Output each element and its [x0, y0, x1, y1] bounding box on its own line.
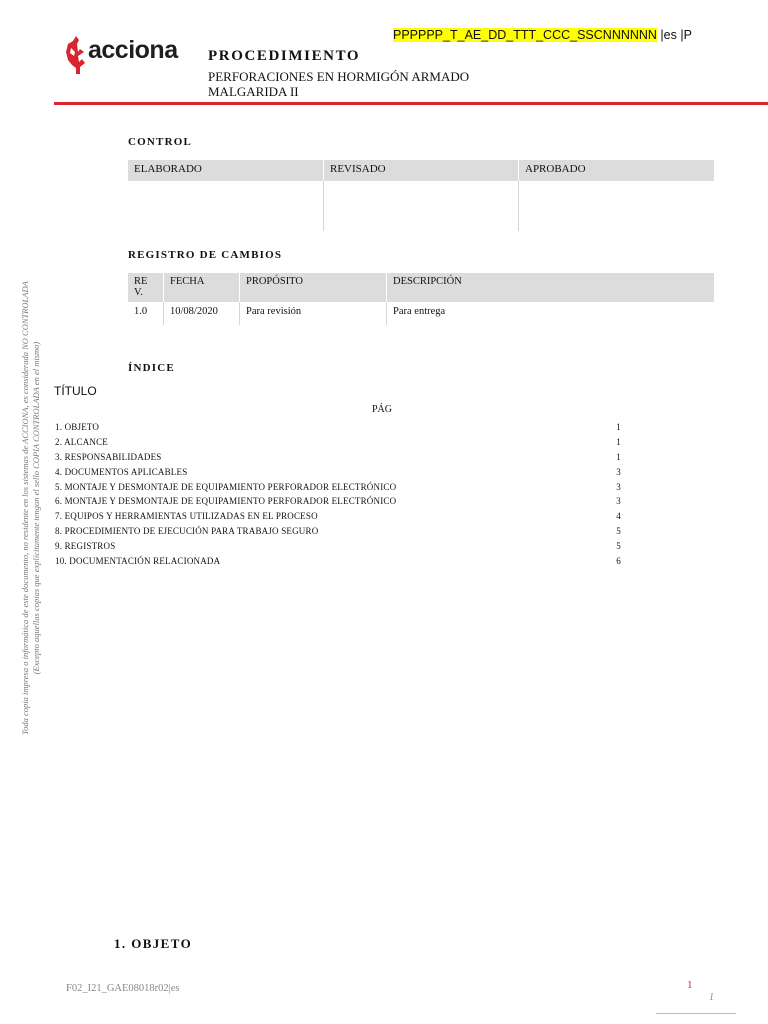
toc-entry-page: 1 [616, 451, 621, 462]
toc-entry[interactable] [55, 554, 625, 569]
toc-entry[interactable] [55, 509, 625, 524]
toc-entry-page: 6 [616, 556, 621, 567]
changes-header-row [128, 273, 714, 302]
control-col-elaborado: ELABORADO [128, 160, 324, 181]
control-heading: CONTROL [128, 136, 193, 148]
toc-entry[interactable] [55, 435, 625, 450]
notice-line-1: Toda copia impresa o informática de este documento, no residente en los sistemas de ACCIONA, es considerada NO CONTROLADA [20, 281, 30, 735]
toc-entry-page: 3 [616, 496, 621, 507]
toc-entry-page: 5 [616, 541, 621, 552]
page-total: 1 [709, 992, 714, 1003]
document-subtitle-project: MALGARIDA II [208, 84, 299, 99]
toc-entry-label: 1. OBJETO [55, 422, 100, 432]
toc-entry-page: 1 [616, 422, 621, 432]
uncontrolled-copy-notice [20, 258, 42, 758]
document-code-highlight: PPPPPP_T_AE_DD_TTT_CCC_SSCNNNNNN [393, 28, 657, 42]
toc-entry[interactable] [55, 420, 625, 435]
table-of-contents [55, 420, 625, 569]
changes-table [128, 273, 714, 325]
signature-cell-revisado [324, 181, 519, 231]
toc-entry-label: 4. DOCUMENTOS APLICABLES [55, 466, 188, 477]
toc-entry[interactable] [55, 450, 625, 465]
logo-wordmark: acciona [88, 36, 178, 64]
rev-cell: 1.0 [134, 306, 148, 317]
toc-entry[interactable] [55, 539, 625, 554]
toc-entry-page: 3 [616, 466, 621, 477]
date-cell: 10/08/2020 [164, 302, 240, 325]
purpose-cell: Para revisión [240, 302, 387, 325]
toc-entry-label: 6. MONTAJE Y DESMONTAJE DE EQUIPAMIENTO PERFORADOR ELECTRÓNICO [55, 496, 397, 507]
description-cell: Para entrega [387, 302, 715, 325]
toc-entry-label: 3. RESPONSABILIDADES [55, 451, 162, 462]
toc-entry[interactable] [55, 494, 625, 509]
toc-entry-page: 5 [616, 526, 621, 537]
toc-entry-page: 1 [616, 436, 621, 447]
changes-col-descripcion: DESCRIPCIÓN [387, 273, 715, 302]
changes-col-proposito: PROPÓSITO [240, 273, 387, 302]
control-header-row [128, 160, 714, 181]
signature-cell-aprobado [519, 181, 715, 231]
toc-entry-label: 9. REGISTROS [55, 541, 116, 552]
page-number: 1 [687, 979, 693, 991]
control-col-revisado: REVISADO [324, 160, 519, 181]
index-heading: ÍNDICE [128, 362, 175, 374]
table-row [128, 302, 714, 325]
toc-entry-label: 2. ALCANCE [55, 436, 109, 447]
control-table [128, 160, 714, 231]
document-title: PROCEDIMIENTO [208, 48, 361, 64]
document-code [393, 28, 692, 42]
notice-line-2: (Excepto aquellas copias que explícitamente tengan el sello COPIA CONTROLADA en el mismo) [31, 341, 41, 675]
section-heading-objeto: 1. OBJETO [114, 936, 193, 951]
control-signature-row [128, 181, 714, 231]
toc-entry[interactable] [55, 524, 625, 539]
toc-entry[interactable] [55, 480, 625, 495]
index-title-label: TÍTULO [54, 384, 97, 398]
signature-cell-elaborado [128, 181, 324, 231]
document-code-suffix: |es |P [656, 28, 692, 42]
toc-entry[interactable] [55, 465, 625, 480]
changes-col-rev: RE V. [128, 273, 164, 302]
toc-entry-label: 7. EQUIPOS Y HERRAMIENTAS UTILIZADAS EN EL PROCESO [55, 511, 318, 522]
document-subtitle: PERFORACIONES EN HORMIGÓN ARMADO [208, 69, 470, 84]
header-divider [54, 102, 768, 105]
changes-col-fecha: FECHA [164, 273, 240, 302]
toc-entry-label: 5. MONTAJE Y DESMONTAJE DE EQUIPAMIENTO PERFORADOR ELECTRÓNICO [55, 481, 397, 492]
changes-heading: REGISTRO DE CAMBIOS [128, 249, 283, 261]
toc-entry-page: 3 [616, 481, 621, 492]
index-page-label: PÁG [372, 404, 393, 415]
footer-rule [656, 1013, 736, 1014]
toc-entry-label: 10. DOCUMENTACIÓN RELACIONADA [55, 556, 221, 567]
toc-entry-label: 8. PROCEDIMIENTO DE EJECUCIÓN PARA TRABAJO SEGURO [55, 526, 319, 537]
footer-form-code: F02_I21_GAE08018r02|es [66, 983, 180, 994]
control-col-aprobado: APROBADO [519, 160, 715, 181]
toc-entry-page: 4 [616, 511, 621, 522]
acciona-logo [62, 32, 180, 76]
